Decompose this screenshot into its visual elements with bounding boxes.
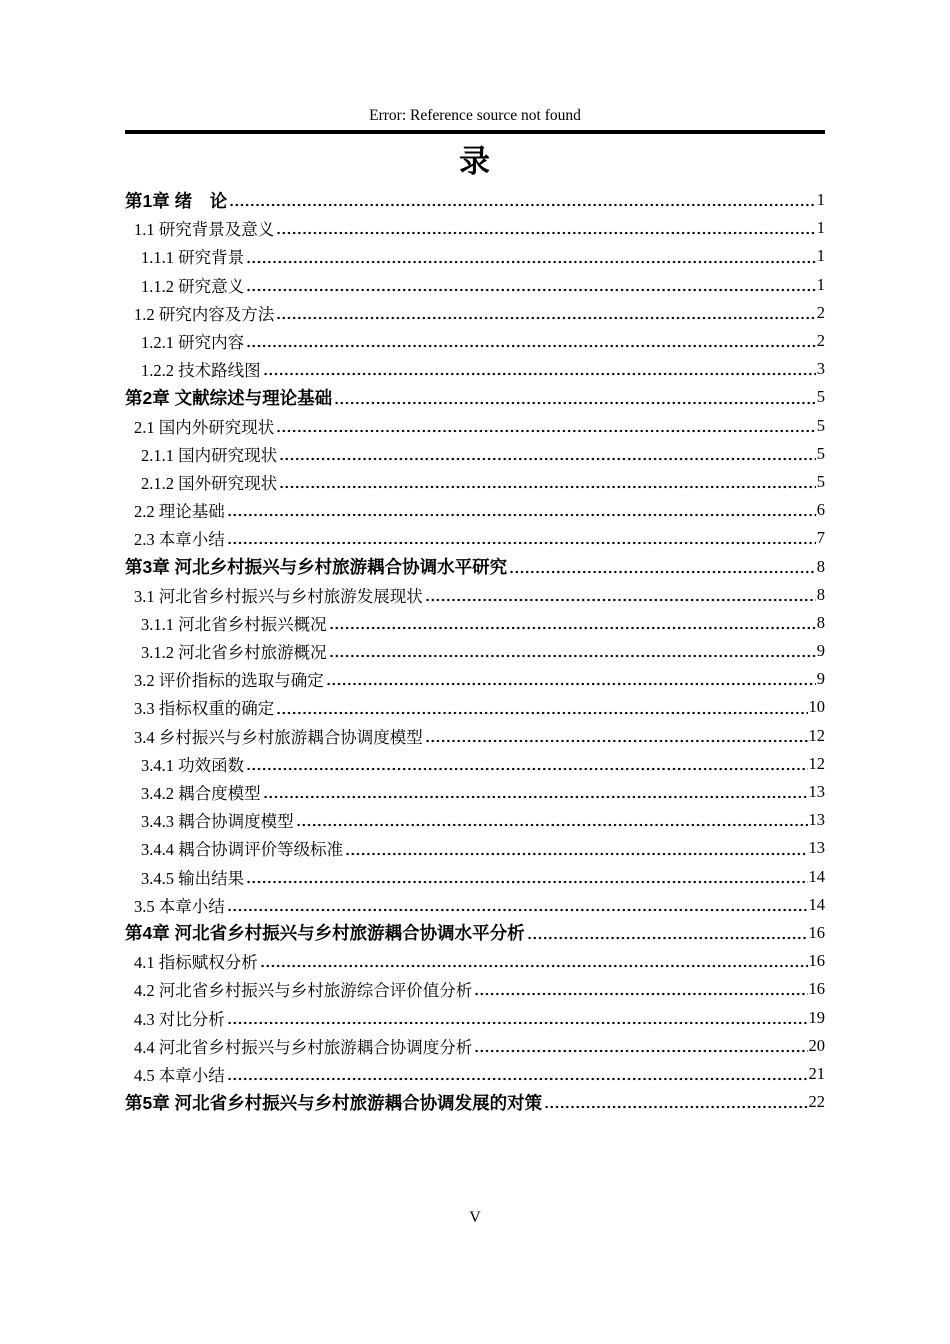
dot-leader: [334, 383, 816, 411]
toc-entry[interactable]: [125, 637, 825, 665]
toc-entry[interactable]: [125, 383, 825, 411]
dot-leader: [263, 778, 808, 806]
toc-entry-label: 3.4.1 功效函数: [141, 755, 245, 775]
dot-leader: [260, 947, 808, 975]
dot-leader: [246, 271, 816, 299]
toc-entry-page: 5: [816, 415, 825, 435]
toc-entry-page: 20: [808, 1035, 825, 1055]
toc-entry-label: 2.1.1 国内研究现状: [141, 445, 278, 465]
toc-entry[interactable]: [125, 214, 825, 242]
toc-entry[interactable]: [125, 1060, 825, 1088]
dot-leader: [227, 496, 816, 524]
toc-entry[interactable]: [125, 1088, 825, 1116]
toc-entry-label: 3.1.1 河北省乡村振兴概况: [141, 614, 327, 634]
dot-leader: [527, 919, 808, 947]
toc-entry-page: 5: [816, 471, 825, 491]
toc-entry[interactable]: [125, 609, 825, 637]
dot-leader: [227, 524, 816, 552]
toc-entry[interactable]: [125, 1032, 825, 1060]
toc-entry-page: 1: [816, 218, 825, 238]
toc-entry-page: 19: [808, 1007, 825, 1027]
toc-entry[interactable]: [125, 186, 825, 214]
toc-entry-label: 4.4 河北省乡村振兴与乡村旅游耦合协调度分析: [134, 1037, 473, 1057]
toc-entry-label: 第5章 河北省乡村振兴与乡村旅游耦合协调发展的对策: [125, 1092, 543, 1113]
dot-leader: [544, 1088, 807, 1116]
toc-entry-page: 9: [816, 641, 825, 661]
dot-leader: [296, 806, 808, 834]
toc-entry-page: 5: [816, 387, 825, 407]
dot-leader: [276, 214, 816, 242]
toc-entry[interactable]: [125, 947, 825, 975]
toc-entry-label: 3.4.3 耦合协调度模型: [141, 812, 294, 832]
dot-leader: [227, 1060, 808, 1088]
dot-leader: [474, 975, 807, 1003]
toc-entry-page: 1: [816, 190, 825, 210]
toc-entry-page: 13: [808, 838, 825, 858]
toc-entry[interactable]: [125, 975, 825, 1003]
dot-leader: [276, 693, 807, 721]
dot-leader: [263, 355, 816, 383]
toc-entry-label: 3.5 本章小结: [134, 896, 225, 916]
toc-entry-label: 1.1.1 研究背景: [141, 248, 245, 268]
toc-entry[interactable]: [125, 919, 825, 947]
toc-entry[interactable]: [125, 863, 825, 891]
toc-entry[interactable]: [125, 750, 825, 778]
toc-entry-label: 第3章 河北乡村振兴与乡村旅游耦合协调水平研究: [125, 557, 508, 578]
toc-entry[interactable]: [125, 524, 825, 552]
toc-entry-label: 1.2.1 研究内容: [141, 333, 245, 353]
dot-leader: [276, 412, 816, 440]
toc-entry[interactable]: [125, 581, 825, 609]
toc-entry-page: 16: [808, 951, 825, 971]
toc-entry-page: 9: [816, 669, 825, 689]
dot-leader: [509, 552, 816, 580]
toc-entry-page: 8: [816, 584, 825, 604]
toc-entry-page: 2: [816, 302, 825, 322]
toc-entry-label: 1.2.2 技术路线图: [141, 361, 261, 381]
footer-page-number: V: [469, 1209, 481, 1226]
toc-entry-label: 1.2 研究内容及方法: [134, 304, 275, 324]
toc-entry-label: 4.2 河北省乡村振兴与乡村旅游综合评价值分析: [134, 981, 473, 1001]
dot-leader: [246, 242, 816, 270]
toc-entry-page: 14: [808, 866, 825, 886]
toc-entry[interactable]: [125, 327, 825, 355]
page-title: 录: [459, 144, 491, 179]
toc-entry-page: 16: [808, 979, 825, 999]
toc-entry-page: 2: [816, 331, 825, 351]
dot-leader: [279, 440, 816, 468]
toc-entry-label: 第1章 绪 论: [125, 190, 228, 211]
dot-leader: [276, 299, 816, 327]
toc-entry[interactable]: [125, 891, 825, 919]
toc-entry[interactable]: [125, 1003, 825, 1031]
toc-entry-page: 3: [816, 359, 825, 379]
toc-entry-label: 3.1.2 河北省乡村旅游概况: [141, 643, 327, 663]
toc-entry-label: 2.2 理论基础: [134, 502, 225, 522]
toc-entry-page: 5: [816, 443, 825, 463]
toc-list: [125, 186, 825, 1116]
toc-entry[interactable]: [125, 778, 825, 806]
toc-entry-page: 13: [808, 782, 825, 802]
toc-entry-label: 第2章 文献综述与理论基础: [125, 387, 333, 408]
toc-entry-label: 2.1 国内外研究现状: [134, 417, 275, 437]
dot-leader: [326, 665, 816, 693]
dot-leader: [425, 581, 816, 609]
toc-entry-page: 16: [808, 922, 825, 942]
dot-leader: [227, 891, 808, 919]
toc-entry[interactable]: [125, 299, 825, 327]
toc-entry[interactable]: [125, 496, 825, 524]
page-header: [125, 106, 825, 134]
toc-entry-page: 12: [808, 753, 825, 773]
header-rule: [125, 130, 825, 134]
dot-leader: [474, 1032, 807, 1060]
toc-entry[interactable]: [125, 693, 825, 721]
toc-entry-label: 4.3 对比分析: [134, 1009, 225, 1029]
toc-entry-page: 8: [816, 612, 825, 632]
toc-entry-label: 3.1 河北省乡村振兴与乡村旅游发展现状: [134, 586, 423, 606]
toc-entry-label: 3.4.5 输出结果: [141, 868, 245, 888]
toc-entry-label: 3.4 乡村振兴与乡村旅游耦合协调度模型: [134, 727, 423, 747]
toc-entry[interactable]: [125, 242, 825, 270]
toc-entry-label: 3.2 评价指标的选取与确定: [134, 671, 324, 691]
dot-leader: [227, 1003, 808, 1031]
dot-leader: [246, 750, 807, 778]
toc-entry[interactable]: [125, 552, 825, 580]
dot-leader: [246, 327, 816, 355]
toc-entry-page: 14: [808, 894, 825, 914]
dot-leader: [229, 186, 816, 214]
toc-entry-page: 6: [816, 500, 825, 520]
dot-leader: [345, 834, 807, 862]
toc-entry[interactable]: [125, 722, 825, 750]
toc-entry-page: 1: [816, 274, 825, 294]
toc-entry[interactable]: [125, 271, 825, 299]
toc-entry[interactable]: [125, 468, 825, 496]
toc-entry-page: 1: [816, 246, 825, 266]
toc-entry-label: 第4章 河北省乡村振兴与乡村旅游耦合协调水平分析: [125, 923, 525, 944]
toc-entry-page: 22: [808, 1092, 825, 1112]
toc-entry-page: 13: [808, 810, 825, 830]
toc-entry[interactable]: [125, 665, 825, 693]
toc-entry-label: 3.4.2 耦合度模型: [141, 784, 261, 804]
toc-entry-label: 2.1.2 国外研究现状: [141, 473, 278, 493]
header-error-text: Error: Reference source not found: [369, 107, 581, 124]
dot-leader: [246, 863, 807, 891]
toc-entry-page: 7: [816, 528, 825, 548]
toc-entry[interactable]: [125, 834, 825, 862]
toc-entry-page: 8: [816, 556, 825, 576]
dot-leader: [279, 468, 816, 496]
toc-entry-label: 1.1.2 研究意义: [141, 276, 245, 296]
toc-entry-label: 4.5 本章小结: [134, 1065, 225, 1085]
toc-entry-page: 21: [808, 1063, 825, 1083]
toc-entry[interactable]: [125, 412, 825, 440]
toc-entry-label: 3.4.4 耦合协调评价等级标准: [141, 840, 344, 860]
toc-entry-page: 12: [808, 725, 825, 745]
toc-entry[interactable]: [125, 355, 825, 383]
toc-entry-label: 2.3 本章小结: [134, 530, 225, 550]
dot-leader: [329, 609, 816, 637]
toc-entry[interactable]: [125, 440, 825, 468]
toc-entry-page: 10: [808, 697, 825, 717]
toc-entry-label: 4.1 指标赋权分析: [134, 953, 258, 973]
dot-leader: [329, 637, 816, 665]
toc-entry-label: 3.3 指标权重的确定: [134, 699, 275, 719]
toc-entry[interactable]: [125, 806, 825, 834]
dot-leader: [425, 722, 808, 750]
toc-entry-label: 1.1 研究背景及意义: [134, 220, 275, 240]
